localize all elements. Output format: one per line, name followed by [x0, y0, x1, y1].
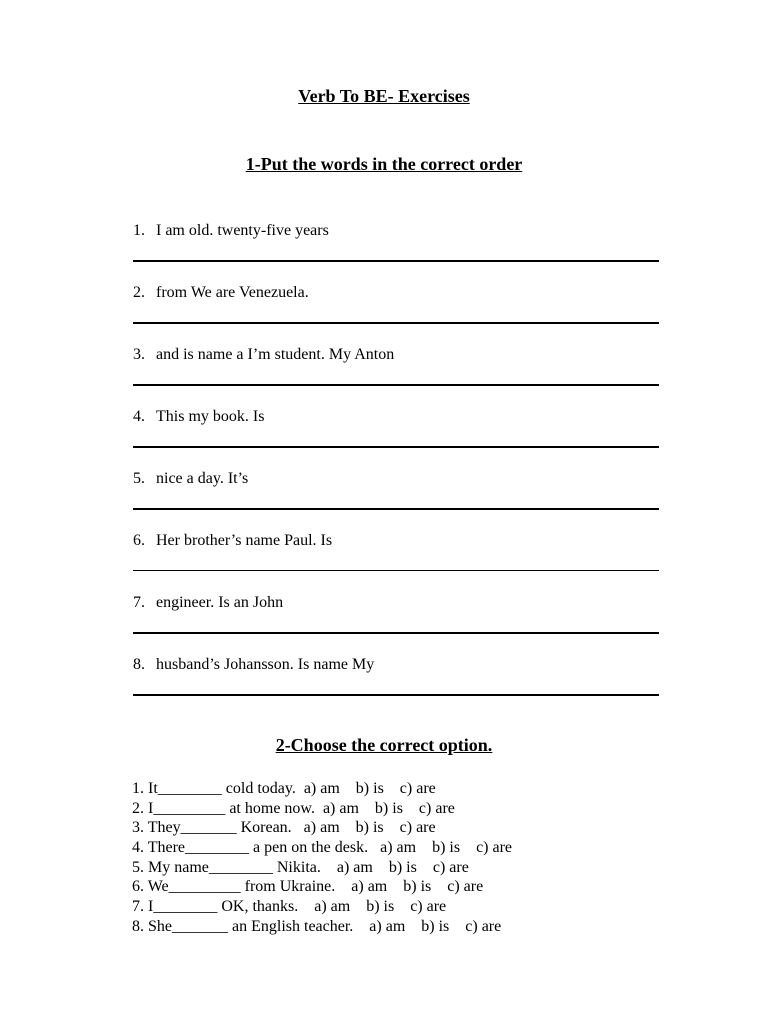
section-2-heading: 2-Choose the correct option. — [275, 735, 493, 755]
item-number: 5. — [133, 470, 145, 487]
word-order-item — [133, 469, 659, 531]
multiple-choice-item: 1. It________ cold today. a) am b) is c) are — [132, 780, 436, 797]
answer-line[interactable] — [133, 694, 659, 696]
scrambled-sentence: engineer. Is an John — [156, 594, 284, 611]
multiple-choice-exercise-list — [132, 779, 512, 937]
scrambled-sentence: I am old. twenty-five years — [156, 222, 329, 239]
multiple-choice-item: 5. My name________ Nikita. a) am b) is c) are — [132, 858, 469, 876]
answer-line[interactable] — [133, 446, 659, 448]
item-number: 8. — [133, 656, 145, 673]
scrambled-sentence: Her brother’s name Paul. Is — [156, 532, 333, 549]
answer-line[interactable] — [133, 570, 659, 571]
answer-line[interactable] — [133, 632, 659, 634]
answer-line[interactable] — [133, 322, 659, 324]
document-title: Verb To BE- Exercises — [298, 86, 470, 106]
scrambled-sentence: and is name a I’m student. My Anton — [156, 346, 395, 363]
word-order-item — [133, 655, 659, 717]
word-order-item — [133, 593, 659, 655]
multiple-choice-item: 2. I_________ at home now. a) am b) is c) are — [132, 799, 455, 817]
word-order-item — [133, 283, 659, 345]
scrambled-sentence: from We are Venezuela. — [156, 284, 309, 301]
word-order-item — [133, 221, 659, 283]
item-number: 1. — [133, 222, 145, 239]
answer-line[interactable] — [133, 384, 659, 386]
item-number: 3. — [133, 346, 145, 363]
answer-line[interactable] — [133, 260, 659, 262]
answer-line[interactable] — [133, 508, 659, 510]
item-number: 7. — [133, 594, 145, 611]
multiple-choice-item: 6. We_________ from Ukraine. a) am b) is c) are — [132, 878, 484, 896]
word-order-exercise-list — [133, 221, 659, 717]
item-number: 6. — [133, 532, 145, 549]
multiple-choice-item: 7. I________ OK, thanks. a) am b) is c) are — [132, 898, 447, 916]
item-number: 2. — [133, 284, 145, 301]
multiple-choice-item: 4. There________ a pen on the desk. a) am b) is c) are — [132, 839, 513, 857]
scrambled-sentence: husband’s Johansson. Is name My — [156, 656, 375, 673]
word-order-item — [133, 407, 659, 469]
word-order-item — [133, 345, 659, 407]
scrambled-sentence: nice a day. It’s — [156, 470, 249, 487]
multiple-choice-item: 8. She_______ an English teacher. a) am b) is c) are — [132, 917, 502, 935]
scrambled-sentence: This my book. Is — [156, 408, 265, 425]
multiple-choice-item: 3. They_______ Korean. a) am b) is c) are — [132, 819, 436, 837]
section-1-heading: 1-Put the words in the correct order — [245, 154, 523, 174]
word-order-item — [133, 531, 659, 593]
item-number: 4. — [133, 408, 145, 425]
